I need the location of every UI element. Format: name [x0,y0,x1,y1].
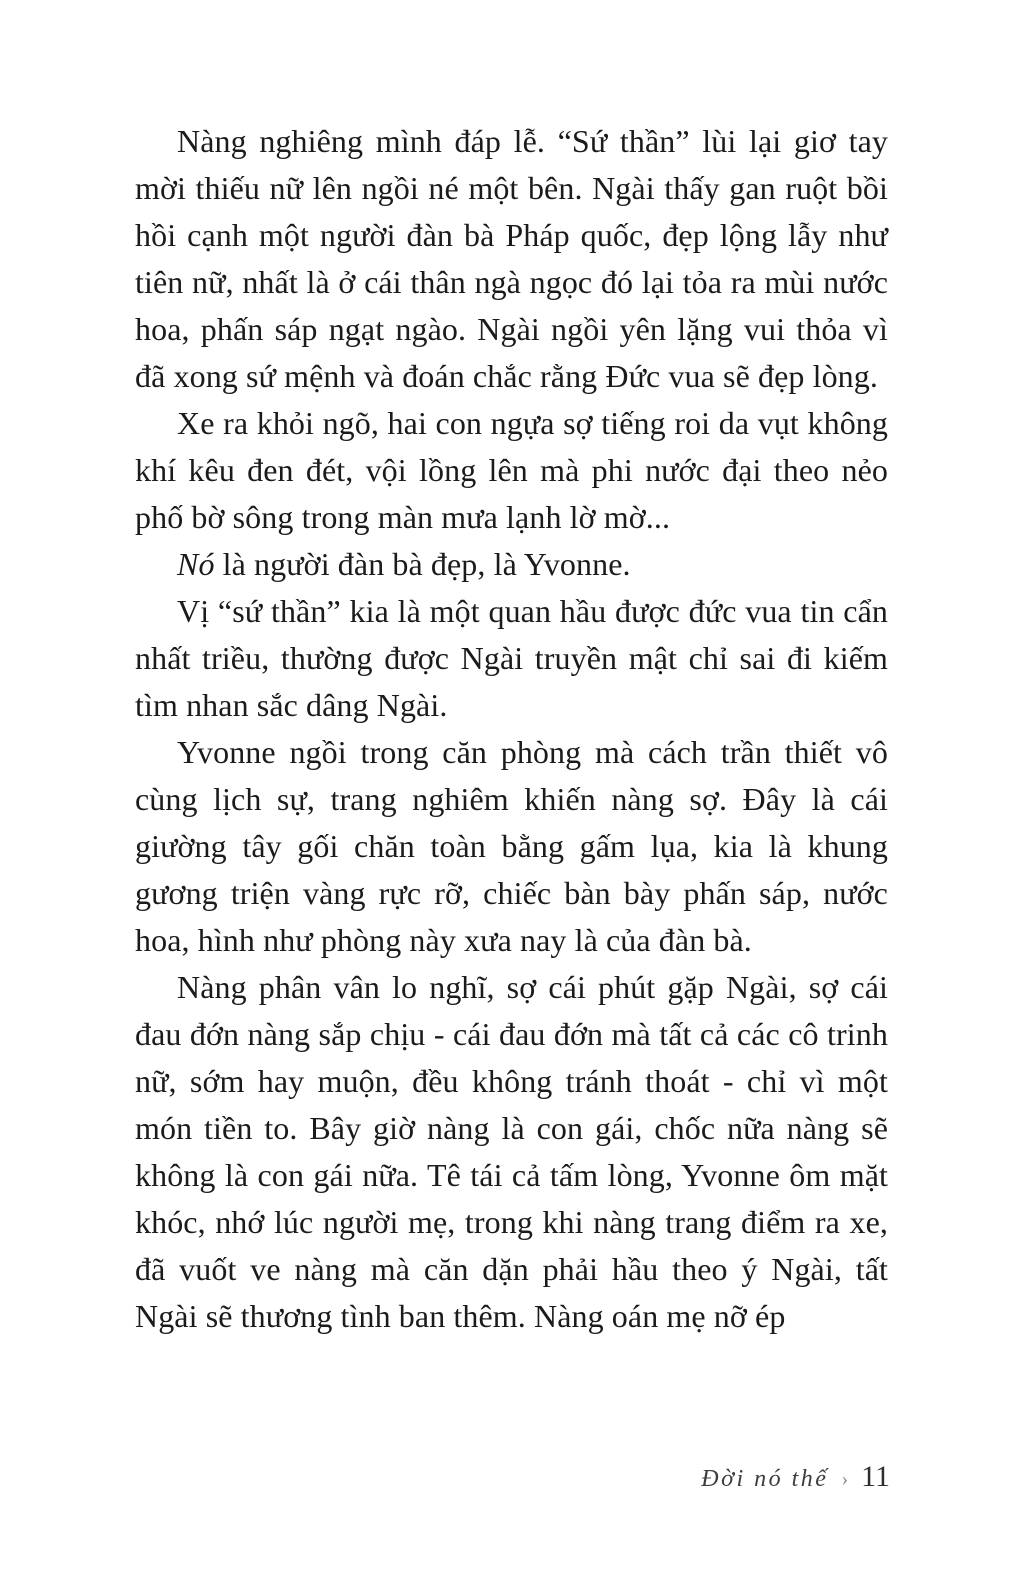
paragraph: Yvonne ngồi trong căn phòng mà cách trần thiết vô cùng lịch sự, trang nghiêm khiến nàng sợ. Đây là cái giường tây gối chăn toàn bằng gấm lụa, kia là khung gương triện vàng rực rỡ, chiếc bàn bày phấn sáp, nước hoa, hình như phòng này xưa nay là của đàn bà. [135,734,888,958]
running-footer-title: Đời nó thế [701,1466,829,1492]
body-text [135,118,888,1340]
paragraph: Xe ra khỏi ngõ, hai con ngựa sợ tiếng roi da vụt không khí kêu đen đét, vội lồng lên mà phi nước đại theo nẻo phố bờ sông trong màn mưa lạnh lờ mờ... [135,405,888,535]
paragraph [135,541,888,588]
page-number: 11 [861,1460,890,1493]
page-footer [701,1460,890,1494]
chevron-separator-icon: › [841,1468,849,1490]
paragraph-text: là người đàn bà đẹp, là Yvonne. [214,546,631,582]
paragraph: Nàng nghiêng mình đáp lễ. “Sứ thần” lùi lại giơ tay mời thiếu nữ lên ngồi né một bên. Ngài thấy gan ruột bồi hồi cạnh một người đàn bà Pháp quốc, đẹp lộng lẫy như tiên nữ, nhất là ở cái thân ngà ngọc đó lại tỏa ra mùi nước hoa, phấn sáp ngạt ngào. Ngài ngồi yên lặng vui thỏa vì đã xong sứ mệnh và đoán chắc rằng Đức vua sẽ đẹp lòng. [135,123,888,394]
italic-lead-word: Nó [177,546,215,582]
paragraph: Nàng phân vân lo nghĩ, sợ cái phút gặp Ngài, sợ cái đau đớn nàng sắp chịu - cái đau đớn mà tất cả các cô trinh nữ, sớm hay muộn, đều không tránh thoát - chỉ vì một món tiền to. Bây giờ nàng là con gái, chốc nữa nàng sẽ không là con gái nữa. Tê tái cả tấm lòng, Yvonne ôm mặt khóc, nhớ lúc người mẹ, trong khi nàng trang điểm ra xe, đã vuốt ve nàng mà căn dặn phải hầu theo ý Ngài, tất Ngài sẽ thương tình ban thêm. Nàng oán mẹ nỡ ép [135,969,888,1334]
paragraph: Vị “sứ thần” kia là một quan hầu được đức vua tin cẩn nhất triều, thường được Ngài truyền mật chỉ sai đi kiếm tìm nhan sắc dâng Ngài. [135,593,888,723]
